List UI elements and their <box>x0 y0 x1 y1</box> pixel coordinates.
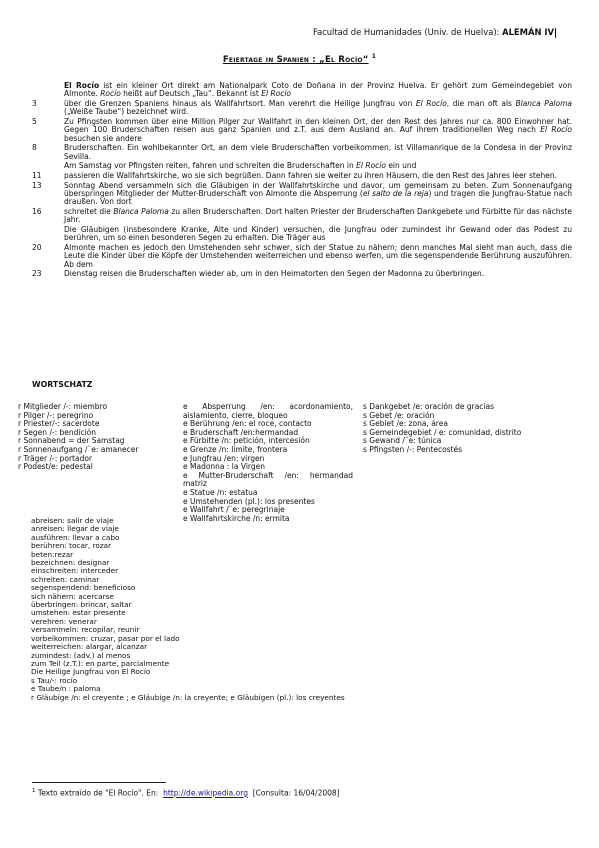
vocab-entry: r Pilger /-: peregrino <box>18 410 94 420</box>
paragraph-text: Sonntag Abend versammeln sich die Gläubigen in der Wallfahrtskirche und davor, um gemeinsam zu beten. Zum Sonnenaufgang überspringen Mitglieder der Mutter-Bruderschaft von Almonte die Absperrung (el salto de la reja) und tragen die Jungfrau-Statue nach draußen. Von dort <box>64 180 572 207</box>
line-number: 13 <box>32 180 42 190</box>
vocab-entry: verehren: venerar <box>31 616 97 626</box>
title-footnote-ref: 1 <box>371 53 377 60</box>
vocab-entry: überbringen: brincar, saltar <box>31 600 132 610</box>
vocab-entry: e Madonna : la Virgen <box>183 462 266 472</box>
line-number: 11 <box>32 171 42 180</box>
vocab-entry: versammeln: recopilar, reunir <box>31 625 140 635</box>
article-paragraph <box>32 270 572 278</box>
vocab-entry: e Bruderschaft /en:hermandad <box>183 427 299 437</box>
line-number: 23 <box>32 269 42 279</box>
paragraph-text: passieren die Wallfahrtskirche, wo sie sich begrüßen. Dann fahren sie weiter zu ihren Häusern, die den Rest des Jahres leer stehen. <box>64 171 557 180</box>
vocab-entry: ausführen: llevar a cabo <box>31 532 120 542</box>
vocab-entry: schreiten: caminar <box>31 574 100 584</box>
vocab-neuter-list <box>363 403 583 455</box>
title-text: Feiertage in Spanien : „El Rocío“ <box>222 54 369 65</box>
vocab-entry: e Umstehenden (pl.): los presentes <box>183 496 315 506</box>
vocab-entry: s Gemeindegebiet / e: comunidad, distrito <box>363 427 522 437</box>
footnote-text: Texto extraído de "El Rocío". En: <box>35 788 159 798</box>
vocab-masculine-list <box>18 403 178 472</box>
vocab-entry: r Podest/e: pedestal <box>18 462 93 472</box>
vocab-entry: segenspendend: beneficioso <box>31 583 136 593</box>
vocab-entry: anreisen: llegar de viaje <box>31 524 119 534</box>
paragraph-text: schreitet die Blanca Paloma zu allen Bruderschaften. Dort halten Priester der Bruderschaften Dankgebete und Fürbitte für das nächste Jahr. <box>64 207 573 225</box>
footnote-number: 1 <box>32 788 36 794</box>
vocab-entry: r Gläubige /n: el creyente ; e Gläubige /n: la creyente; e Gläubigen (pl.): los creyentes <box>31 692 345 702</box>
vocab-entry: einschreiten: interceder <box>31 566 119 576</box>
vocab-entry: Die Heilige Jungfrau von El Rocío <box>31 667 151 677</box>
vocab-entry: r Sonnabend = der Samstag <box>18 436 125 446</box>
article-body <box>32 82 572 280</box>
vocab-entry: e Wallfahrt /¨e: peregrinaje <box>183 505 285 515</box>
vocab-entry: e Berührung /en: el roce, contacto <box>183 419 312 429</box>
article-paragraph <box>32 226 572 243</box>
header-institution: Facultad de Humanidades (Univ. de Huelva): <box>312 27 500 37</box>
paragraph-text: El Rocío ist ein kleiner Ort direkt am Nationalpark Coto de Doñana in der Provinz Huelva. Er gehört zum Gemeindegebiet von Almonte. Rocío heißt auf Deutsch „Tau“. Bekannt ist El Rocío <box>64 81 572 99</box>
vocab-entry: e Statue /n: estatua <box>183 487 258 497</box>
text-cursor <box>555 28 556 38</box>
document-title <box>0 53 599 65</box>
vocab-entry: r Sonnenaufgang /¨e: amanecer <box>18 444 139 454</box>
vocab-entry: e Taube/n : paloma <box>31 684 101 694</box>
vocab-entry: s Gebet /e: oración <box>363 410 435 420</box>
header-course: ALEMÁN IV <box>502 27 554 37</box>
paragraph-text: Die Gläubigen (insbesondere Kranke, Alte und Kinder) versuchen, die Jungfrau oder zumindest ihr Gewand oder das Podest zu berühren, um so einen besonderen Segen zu erhalten. Die Träger aus <box>64 225 572 243</box>
article-paragraph <box>32 244 572 269</box>
vocab-entry: r Träger /-: portador <box>18 453 93 463</box>
page-header <box>313 27 556 38</box>
paragraph-text: Am Samstag vor Pfingsten reiten, fahren und schreiten die Bruderschaften in El Rocío ein und <box>64 161 417 171</box>
vocab-entry: sich nähern: acercarse <box>31 591 114 601</box>
vocab-verbs-list <box>31 517 345 702</box>
vocab-entry: s Pfingsten /-: Pentecostés <box>363 444 463 454</box>
wortschatz-heading: WORTSCHATZ <box>32 380 93 389</box>
vocab-entry: e Absperrung /en: acordonamiento, aislamiento, cierre, bloqueo <box>183 402 353 420</box>
line-number: 20 <box>32 243 42 252</box>
line-number: 5 <box>32 117 37 126</box>
footnote-consulta: [Consulta: 16/04/2008] <box>252 788 340 798</box>
paragraph-text: über die Grenzen Spaniens hinaus als Wallfahrtsort. Man verehrt die Heilige Jungfrau von El Rocío, die man oft als Blanca Paloma („Weiße Taube“) bezeichnet wird. <box>64 99 572 117</box>
vocab-entry: abreisen: salir de viaje <box>31 516 114 525</box>
paragraph-text: Almonte machen es jedoch den Umstehenden sehr schwer, sich der Statue zu nähern; denn manches Mal sieht man auch, dass die Leute die Kinder über die Köpfe der Umstehenden weiterreichen und ebenso werfen, um die segenspendende Berührung auszuführen. Ab dem <box>64 243 572 269</box>
vocab-entry: e Grenze /n: límite, frontera <box>183 444 288 454</box>
article-paragraph <box>32 144 572 161</box>
vocab-entry: zum Teil (z.T.): en parte, parcialmente <box>31 658 170 668</box>
article-paragraph <box>32 208 572 225</box>
vocab-feminine-list <box>183 403 353 523</box>
vocab-entry: e Fürbitte /n: petición, intercesión <box>183 436 310 446</box>
vocab-entry: s Dankgebet /e: oración de gracias <box>363 402 494 411</box>
vocab-entry: r Mitglieder /-: miembro <box>18 402 108 411</box>
vocab-entry: beten:rezar <box>31 549 74 559</box>
line-number: 16 <box>32 207 42 216</box>
line-number: 3 <box>32 99 37 108</box>
vocab-entry: e Mutter-Bruderschaft /en: hermandad matriz <box>183 470 353 489</box>
vocab-entry: r Priester/-: sacerdote <box>18 419 100 429</box>
vocab-entry: bezeichnen: designar <box>31 558 110 568</box>
vocab-entry: umstehen: estar presente <box>31 608 126 618</box>
vocab-entry: s Tau/-: rocío <box>31 675 78 685</box>
line-number: 8 <box>32 143 37 153</box>
vocab-entry: weiterreichen: alargar, alcanzar <box>31 642 148 652</box>
vocab-entry: e Jungfrau /en: virgen <box>183 453 265 463</box>
vocab-entry: r Segen /-: bendición <box>18 427 97 437</box>
article-paragraph <box>32 172 572 180</box>
paragraph-text: Dienstag reisen die Bruderschaften wieder ab, um in den Heimatorten den Segen der Madonna zu überbringen. <box>64 269 485 279</box>
vocab-entry: e Wallfahrtskirche /n: ermita <box>183 513 290 523</box>
vocab-entry: berühren: tocar, rozar <box>31 541 112 551</box>
vocab-entry: s Gewand /¨e: túnica <box>363 436 442 446</box>
article-paragraph <box>32 100 572 117</box>
article-paragraph <box>32 182 572 207</box>
vocab-entry: vorbeikommen: cruzar, pasar por el lado <box>31 633 180 643</box>
article-paragraph <box>32 82 572 99</box>
footnote <box>32 788 340 798</box>
paragraph-text: Bruderschaften. Ein wohlbekannter Ort, an dem viele Bruderschaften vorbeikommen, ist Villamanrique de la Condesa in der Provinz Sevilla. <box>64 143 572 161</box>
article-paragraph <box>32 118 572 143</box>
vocab-entry: s Gebiet /e: zona, área <box>363 419 448 429</box>
paragraph-text: Zu Pfingsten kommen über eine Million Pilger zur Wallfahrt in den kleinen Ort, der den Rest des Jahres nur ca. 800 Einwohner hat. Gegen 100 Bruderschaften reisen aus ganz Spanien und z.T. aus dem Ausland an. Auf ihrem traditionellen Weg nach El Rocío besuchen sie andere <box>64 117 572 143</box>
footnote-divider <box>32 782 166 783</box>
article-paragraph <box>32 162 572 170</box>
vocab-entry: zumindest: (adv.) al menos <box>31 650 131 660</box>
footnote-link[interactable]: http://de.wikipedia.org <box>163 788 248 798</box>
